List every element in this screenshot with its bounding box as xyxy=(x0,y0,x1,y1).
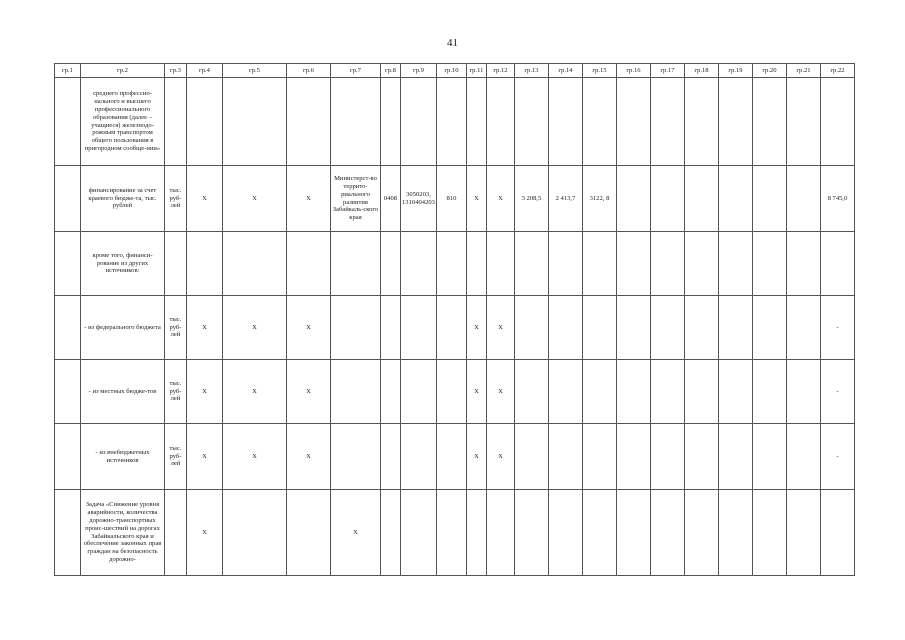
header-cell: гр.8 xyxy=(381,64,401,78)
table-cell-gr4: Х xyxy=(187,360,223,424)
header-cell: гр.7 xyxy=(331,64,381,78)
table-cell-gr1 xyxy=(55,232,81,296)
table-cell-gr5: Х xyxy=(223,360,287,424)
table-cell-gr8 xyxy=(381,232,401,296)
table-cell-gr13: 3 208,5 xyxy=(514,166,548,232)
table-cell-gr14 xyxy=(548,424,582,490)
table-cell-gr7 xyxy=(331,78,381,166)
table-cell-gr12 xyxy=(486,490,514,576)
table-cell-gr19 xyxy=(718,166,752,232)
table-cell-gr3 xyxy=(165,78,187,166)
table-cell-gr16 xyxy=(616,424,650,490)
table-cell-gr17 xyxy=(650,166,684,232)
table-cell-gr13 xyxy=(514,490,548,576)
table-cell-gr22 xyxy=(820,490,854,576)
table-cell-gr17 xyxy=(650,490,684,576)
table-cell-gr4: Х xyxy=(187,424,223,490)
table-cell-gr7: Министерст-во террито-риального развития Забайкаль-ского края xyxy=(331,166,381,232)
table-cell-gr6 xyxy=(287,78,331,166)
table-cell-gr1 xyxy=(55,296,81,360)
header-row xyxy=(55,64,855,78)
table-cell-gr21 xyxy=(786,232,820,296)
table-cell-gr15 xyxy=(582,424,616,490)
table-cell-gr20 xyxy=(752,360,786,424)
table-cell-gr19 xyxy=(718,78,752,166)
table-cell-gr4: Х xyxy=(187,166,223,232)
table-cell-gr8 xyxy=(381,424,401,490)
header-cell: гр.21 xyxy=(786,64,820,78)
table-cell-gr14 xyxy=(548,78,582,166)
table-cell-gr9 xyxy=(401,360,437,424)
table-cell-gr2: финансирование за счет краевого бюдже-та, тыс. рублей xyxy=(81,166,165,232)
header-cell: гр.6 xyxy=(287,64,331,78)
table-cell-gr7: Х xyxy=(331,490,381,576)
table-cell-gr6 xyxy=(287,490,331,576)
table-cell-gr20 xyxy=(752,296,786,360)
table-cell-gr11: Х xyxy=(466,360,486,424)
table-cell-gr1 xyxy=(55,78,81,166)
table-cell-gr19 xyxy=(718,490,752,576)
header-cell: гр.15 xyxy=(582,64,616,78)
table-cell-gr9 xyxy=(401,296,437,360)
table-cell-gr7 xyxy=(331,360,381,424)
table-cell-gr22 xyxy=(820,232,854,296)
table-cell-gr1 xyxy=(55,166,81,232)
table-cell-gr17 xyxy=(650,232,684,296)
table-cell-gr10 xyxy=(436,490,466,576)
table-cell-gr1 xyxy=(55,490,81,576)
table-cell-gr8 xyxy=(381,490,401,576)
table-cell-gr16 xyxy=(616,78,650,166)
table-cell-gr8 xyxy=(381,360,401,424)
table-cell-gr4 xyxy=(187,232,223,296)
table-cell-gr21 xyxy=(786,360,820,424)
table-cell-gr6 xyxy=(287,232,331,296)
table-cell-gr12: Х xyxy=(486,424,514,490)
header-cell: гр.22 xyxy=(820,64,854,78)
table-cell-gr2: - из федерального бюджета xyxy=(81,296,165,360)
table-cell-gr21 xyxy=(786,296,820,360)
table-cell-gr9 xyxy=(401,424,437,490)
table-cell-gr12: Х xyxy=(486,166,514,232)
table-cell-gr14 xyxy=(548,232,582,296)
table-cell-gr20 xyxy=(752,78,786,166)
table-cell-gr8: 0408 xyxy=(381,166,401,232)
table-cell-gr13 xyxy=(514,360,548,424)
table-cell-gr19 xyxy=(718,232,752,296)
table-cell-gr19 xyxy=(718,296,752,360)
header-cell: гр.18 xyxy=(684,64,718,78)
table-cell-gr18 xyxy=(684,296,718,360)
table-row xyxy=(55,166,855,232)
table-cell-gr6: Х xyxy=(287,296,331,360)
table-cell-gr3: тыс. руб-лей xyxy=(165,424,187,490)
table-cell-gr4: Х xyxy=(187,296,223,360)
table-cell-gr3 xyxy=(165,232,187,296)
table-cell-gr16 xyxy=(616,360,650,424)
table-cell-gr7 xyxy=(331,424,381,490)
table-cell-gr10 xyxy=(436,78,466,166)
program-table xyxy=(54,63,855,576)
table-cell-gr21 xyxy=(786,490,820,576)
table-cell-gr6: Х xyxy=(287,166,331,232)
table-cell-gr7 xyxy=(331,232,381,296)
table-cell-gr15 xyxy=(582,232,616,296)
table-cell-gr14 xyxy=(548,490,582,576)
table-cell-gr3: тыс. руб-лей xyxy=(165,296,187,360)
table-row xyxy=(55,360,855,424)
table-cell-gr11 xyxy=(466,78,486,166)
table-cell-gr15 xyxy=(582,360,616,424)
table-row xyxy=(55,424,855,490)
table-cell-gr11: Х xyxy=(466,296,486,360)
table-cell-gr14: 2 413,7 xyxy=(548,166,582,232)
table-cell-gr12: Х xyxy=(486,296,514,360)
table-cell-gr2: среднего профессио-нального и высшего профессионального образования (далее – учащиеся) железнодо-рожным транспортом общего пользования в пригородном сообще-нии» xyxy=(81,78,165,166)
table-cell-gr3: тыс. руб-лей xyxy=(165,166,187,232)
header-cell: гр.4 xyxy=(187,64,223,78)
header-cell: гр.17 xyxy=(650,64,684,78)
table-cell-gr20 xyxy=(752,424,786,490)
header-cell: гр.13 xyxy=(514,64,548,78)
table-cell-gr21 xyxy=(786,78,820,166)
table-cell-gr18 xyxy=(684,490,718,576)
table-cell-gr2: - из местных бюдже-тов xyxy=(81,360,165,424)
table-cell-gr10: 810 xyxy=(436,166,466,232)
table-cell-gr21 xyxy=(786,424,820,490)
table-cell-gr12: Х xyxy=(486,360,514,424)
table-cell-gr9: 3050203, 1310404203 xyxy=(401,166,437,232)
table-row xyxy=(55,78,855,166)
table-row xyxy=(55,296,855,360)
header-cell: гр.20 xyxy=(752,64,786,78)
table-cell-gr5 xyxy=(223,78,287,166)
table-cell-gr16 xyxy=(616,232,650,296)
header-cell: гр.14 xyxy=(548,64,582,78)
header-cell: гр.10 xyxy=(436,64,466,78)
table-cell-gr5: Х xyxy=(223,296,287,360)
table-cell-gr13 xyxy=(514,424,548,490)
header-cell: гр.9 xyxy=(401,64,437,78)
table-cell-gr9 xyxy=(401,232,437,296)
table-cell-gr3 xyxy=(165,490,187,576)
table-cell-gr15 xyxy=(582,296,616,360)
table-cell-gr14 xyxy=(548,360,582,424)
table-cell-gr20 xyxy=(752,166,786,232)
table-cell-gr18 xyxy=(684,78,718,166)
table-cell-gr10 xyxy=(436,424,466,490)
table-cell-gr16 xyxy=(616,166,650,232)
table-cell-gr1 xyxy=(55,424,81,490)
table-row xyxy=(55,490,855,576)
table-cell-gr22: - xyxy=(820,296,854,360)
table-cell-gr10 xyxy=(436,296,466,360)
table-cell-gr10 xyxy=(436,360,466,424)
table-cell-gr10 xyxy=(436,232,466,296)
table-cell-gr17 xyxy=(650,78,684,166)
table-cell-gr8 xyxy=(381,296,401,360)
table-cell-gr2: Задача «Снижение уровня аварийности, количества дорожно-транспортных проис-шествий на дорогах Забайкальского края и обеспечение законных прав граждан на безопасность дорожно- xyxy=(81,490,165,576)
header-cell: гр.1 xyxy=(55,64,81,78)
table-cell-gr18 xyxy=(684,232,718,296)
table-cell-gr22 xyxy=(820,78,854,166)
table-cell-gr22: 8 745,0 xyxy=(820,166,854,232)
table-cell-gr21 xyxy=(786,166,820,232)
table-cell-gr1 xyxy=(55,360,81,424)
table-cell-gr17 xyxy=(650,424,684,490)
table-cell-gr5: Х xyxy=(223,166,287,232)
table-cell-gr16 xyxy=(616,296,650,360)
table-cell-gr19 xyxy=(718,424,752,490)
table-cell-gr2: кроме того, финанси-рование из других источников: xyxy=(81,232,165,296)
header-cell: гр.3 xyxy=(165,64,187,78)
table-cell-gr9 xyxy=(401,490,437,576)
table-cell-gr8 xyxy=(381,78,401,166)
table-cell-gr11 xyxy=(466,490,486,576)
header-cell: гр.12 xyxy=(486,64,514,78)
table-cell-gr20 xyxy=(752,232,786,296)
header-cell: гр.19 xyxy=(718,64,752,78)
header-cell: гр.5 xyxy=(223,64,287,78)
table-cell-gr5 xyxy=(223,490,287,576)
table-cell-gr2: - из внебюджетных источников xyxy=(81,424,165,490)
table-cell-gr18 xyxy=(684,166,718,232)
table-cell-gr4: Х xyxy=(187,490,223,576)
table-cell-gr19 xyxy=(718,360,752,424)
table-cell-gr13 xyxy=(514,232,548,296)
table-cell-gr11: Х xyxy=(466,166,486,232)
table-cell-gr15 xyxy=(582,78,616,166)
table-cell-gr14 xyxy=(548,296,582,360)
table-cell-gr16 xyxy=(616,490,650,576)
table-cell-gr22: - xyxy=(820,360,854,424)
table-cell-gr15: 3122, 8 xyxy=(582,166,616,232)
header-cell: гр.16 xyxy=(616,64,650,78)
table-cell-gr9 xyxy=(401,78,437,166)
table-cell-gr13 xyxy=(514,78,548,166)
table-cell-gr18 xyxy=(684,360,718,424)
table-cell-gr6: Х xyxy=(287,424,331,490)
header-cell: гр.2 xyxy=(81,64,165,78)
table-cell-gr5: Х xyxy=(223,424,287,490)
table-cell-gr12 xyxy=(486,78,514,166)
header-cell: гр.11 xyxy=(466,64,486,78)
table-cell-gr5 xyxy=(223,232,287,296)
table-cell-gr13 xyxy=(514,296,548,360)
table-cell-gr17 xyxy=(650,296,684,360)
table-cell-gr22: - xyxy=(820,424,854,490)
table-row xyxy=(55,232,855,296)
table-cell-gr6: Х xyxy=(287,360,331,424)
table-cell-gr15 xyxy=(582,490,616,576)
table-cell-gr12 xyxy=(486,232,514,296)
table-cell-gr7 xyxy=(331,296,381,360)
table-cell-gr20 xyxy=(752,490,786,576)
table-cell-gr3: тыс. руб-лей xyxy=(165,360,187,424)
table-cell-gr18 xyxy=(684,424,718,490)
table-cell-gr11 xyxy=(466,232,486,296)
table-cell-gr11: Х xyxy=(466,424,486,490)
table-cell-gr4 xyxy=(187,78,223,166)
table-cell-gr17 xyxy=(650,360,684,424)
page-number: 41 xyxy=(447,37,458,49)
